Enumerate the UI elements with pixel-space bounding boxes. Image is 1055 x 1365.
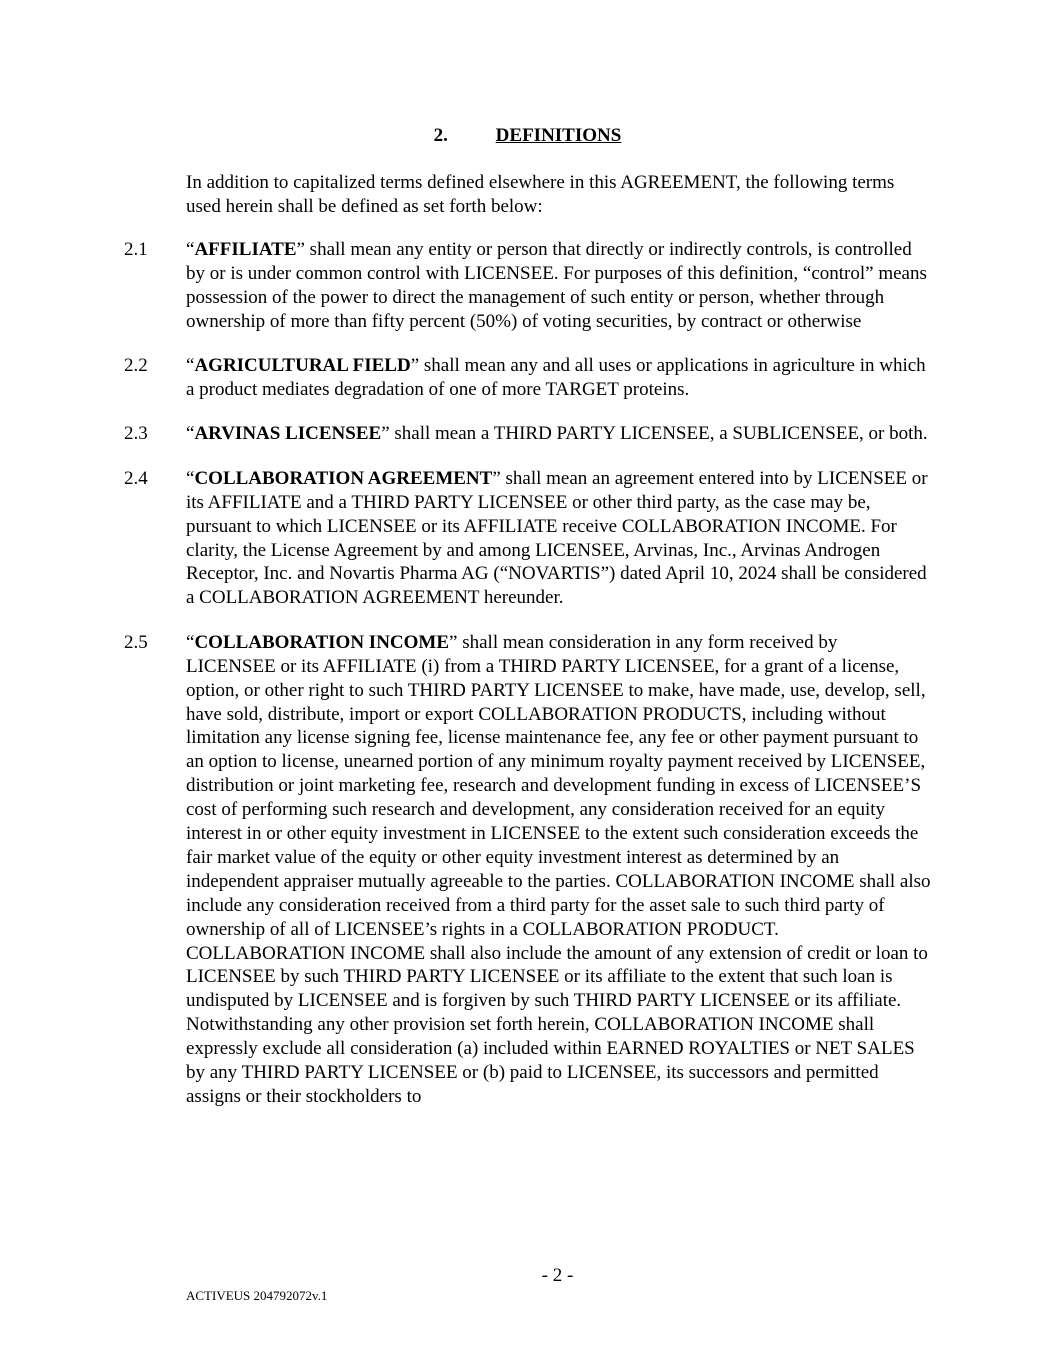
definition-number: 2.1 — [124, 239, 148, 260]
definition-text: ” shall mean any and all uses or applications in agriculture in which a product mediates degradation of one of more TARGET proteins. — [186, 355, 926, 401]
definition-body — [186, 467, 931, 610]
definition-body — [186, 631, 931, 1109]
definition-body — [186, 354, 931, 402]
open-quote: “ — [186, 355, 195, 377]
definitions-list — [0, 238, 1055, 1129]
open-quote: “ — [186, 631, 195, 653]
definition-number: 2.2 — [124, 355, 148, 377]
definition-body — [186, 422, 931, 446]
defined-term: COLLABORATION INCOME — [194, 631, 450, 653]
definition-text: ” shall mean a THIRD PARTY LICENSEE, a SUBLICENSEE, or both. — [381, 423, 928, 445]
definition-number: 2.3 — [124, 423, 148, 445]
definition-number: 2.5 — [124, 631, 148, 653]
definition-body — [186, 238, 931, 334]
section-heading — [0, 124, 1055, 148]
definition-2-4 — [0, 467, 1055, 610]
definition-2-5 — [0, 631, 1055, 1109]
definition-text: ” shall mean any entity or person that directly or indirectly controls, is controlled by or is under common control with LICENSEE. For purposes of this definition, “control” means possession of the power to direct the management of such entity or person, whether through ownership of more than fifty percent (50%) of voting securities, by contract or otherwise — [186, 239, 927, 332]
defined-term: AFFILIATE — [194, 239, 297, 260]
document-id: ACTIVEUS 204792072v.1 — [186, 1288, 328, 1303]
definition-text: ” shall mean an agreement entered into by LICENSEE or its AFFILIATE and a THIRD PARTY LICENSEE or other third party, as the case may be, pursuant to which LICENSEE or its AFFILIATE receive COLLABORATION INCOME. For clarity, the License Agreement by and among LICENSEE, Arvinas, Inc., Arvinas Androgen Receptor, Inc. and Novartis Pharma AG (“NOVARTIS”) dated April 10, 2024 shall be considered a COLLABORATION AGREEMENT hereunder. — [186, 467, 928, 609]
open-quote: “ — [186, 239, 195, 260]
definition-2-1 — [0, 238, 1055, 334]
section-title: DEFINITIONS — [495, 125, 622, 146]
intro-paragraph: In addition to capitalized terms defined elsewhere in this AGREEMENT, the following terms used herein shall be defined as set forth below: — [186, 172, 895, 217]
definition-2-3 — [0, 422, 1055, 446]
defined-term: COLLABORATION AGREEMENT — [194, 467, 493, 489]
page-number: - 2 - — [541, 1265, 574, 1286]
definition-number: 2.4 — [124, 467, 148, 489]
section-number: 2. — [433, 125, 448, 146]
defined-term: ARVINAS LICENSEE — [194, 423, 382, 445]
definition-2-2 — [0, 354, 1055, 402]
defined-term: AGRICULTURAL FIELD — [194, 355, 411, 377]
open-quote: “ — [186, 467, 195, 489]
definition-text: ” shall mean consideration in any form received by LICENSEE or its AFFILIATE (i) from a THIRD PARTY LICENSEE, for a grant of a license, option, or other right to such THIRD PARTY LICENSEE to make, have made, use, develop, sell, have sold, distribute, import or export COLLABORATION PRODUCTS, including without limitation any license signing fee, license maintenance fee, any fee or other payment pursuant to an option to license, unearned portion of any minimum royalty payment received by LICENSEE, distribution or joint marketing fee, research and development funding in excess of LICENSEE’S cost of performing such research and development, any consideration received for an equity interest in or other equity investment in LICENSEE to the extent such consideration exceeds the fair market value of the equity or other equity investment interest as determined by an independent appraiser mutually agreeable to the parties. COLLABORATION INCOME shall also include any consideration received from a third party for the asset sale to such third party of ownership of all of LICENSEE’s rights in a COLLABORATION PRODUCT. COLLABORATION INCOME shall also include the amount of any extension of credit or loan to LICENSEE by such THIRD PARTY LICENSEE or its affiliate to the extent that such loan is undisputed by LICENSEE and is forgiven by such THIRD PARTY LICENSEE or its affiliate. Notwithstanding any other provision set forth herein, COLLABORATION INCOME shall expressly exclude all consideration (a) included within EARNED ROYALTIES or NET SALES by any THIRD PARTY LICENSEE or (b) paid to LICENSEE, its successors and permitted assigns or their stockholders to — [186, 631, 931, 1107]
open-quote: “ — [186, 423, 195, 445]
